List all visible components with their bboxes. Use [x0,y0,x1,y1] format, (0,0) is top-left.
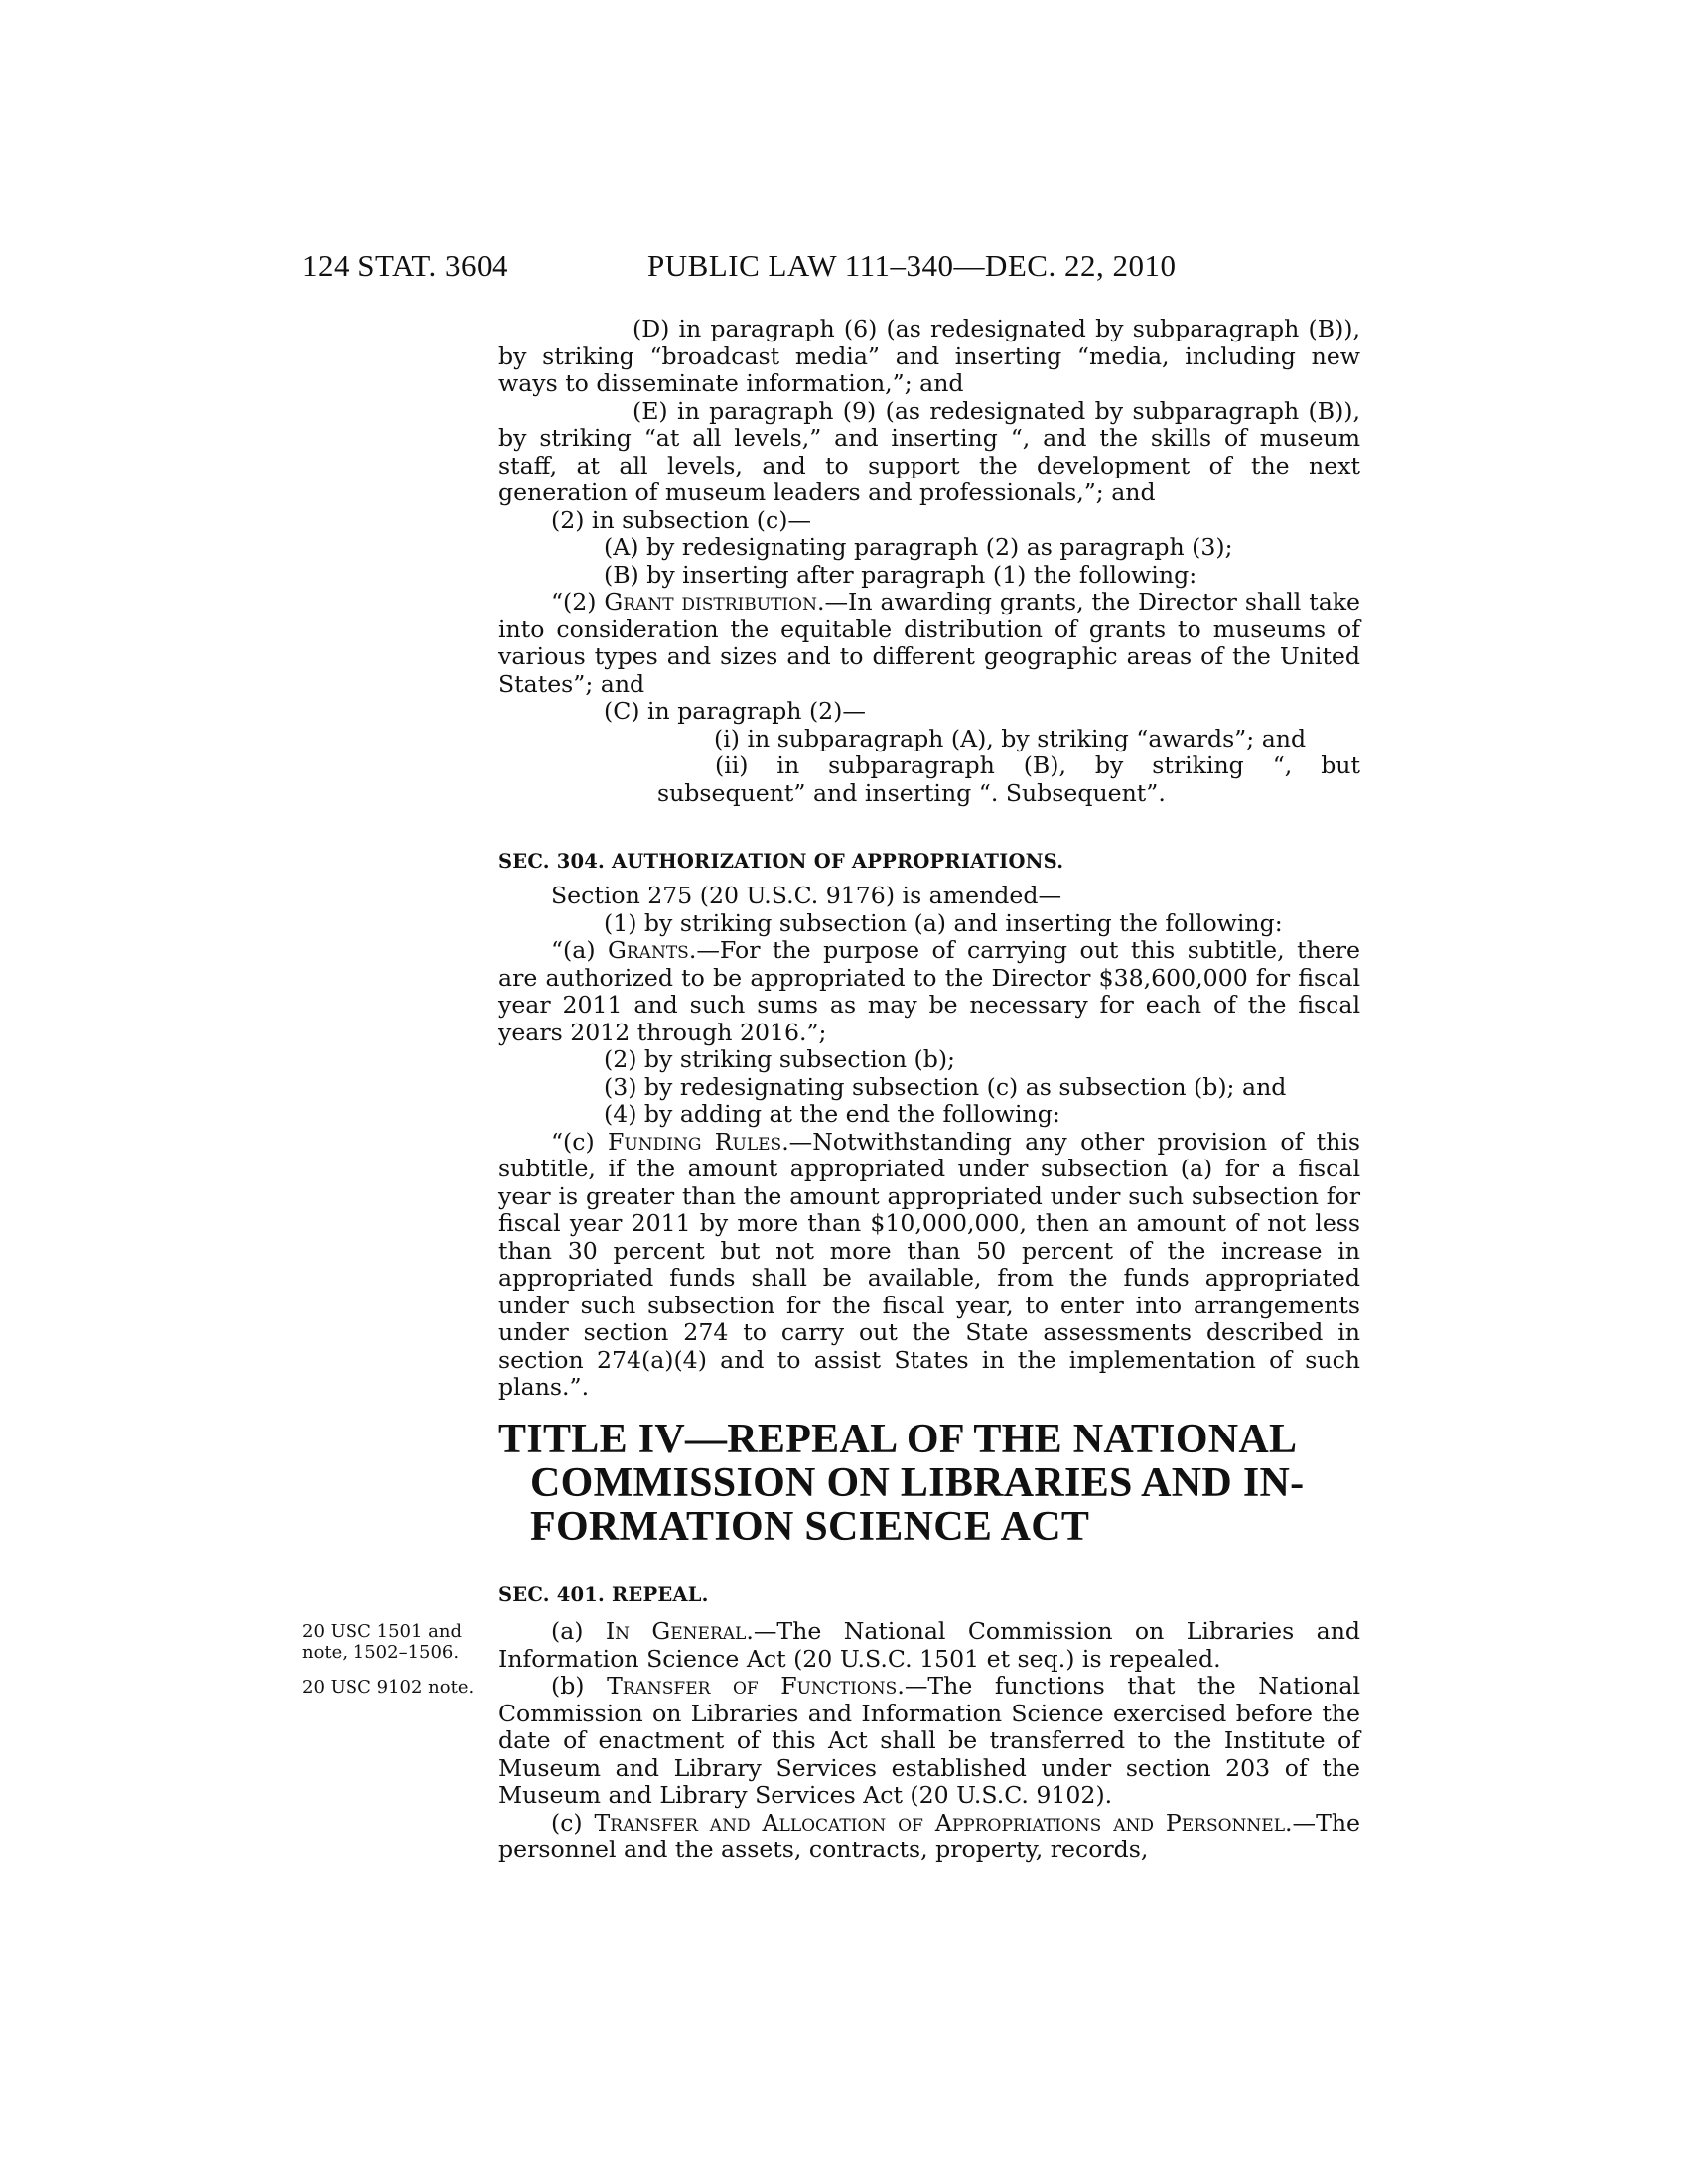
section-304 [498,850,1360,873]
subsection-c: (c) Transfer and Allocation of Appropriations and Personnel.—The personnel and the assets, contracts, property, records, [498,1808,1361,1863]
margin-note-1: 20 USC 1501 and note, 1502–1506. [302,1621,462,1663]
subsection-b: (b) Transfer of Functions.—The functions that the National Commission on Libraries and Information Science exercised before the date of enactment of this Act shall be transferred to the Institute of Museum and Library Services established under section 203 of the Museum and Library Services Act (20 U.S.C. 9102). [498,1672,1360,1809]
subsection-a-heading: In General [605,1617,747,1645]
paragraph-e: (E) in paragraph (9) (as redesignated by subparagraph (B)), by striking “at all levels,” and inserting “, and the skills of museum staff, at all levels, and to support the development of the next generation of museum leaders and professionals,”; and [498,396,1360,506]
title-line-3: FORMATION SCIENCE ACT [530,1504,1090,1550]
title-line-2: COMMISSION ON LIBRARIES AND IN- [530,1460,1305,1506]
item-c: (C) in paragraph (2)— [604,697,866,725]
grants-heading: Grants [608,936,689,964]
subsection-c-heading: Transfer and Allocation of Appropriations and Personnel [594,1808,1286,1837]
item-b: (B) by inserting after paragraph (1) the following: [604,560,1197,589]
funding-rules-paragraph: “(c) Funding Rules.—Notwithstanding any other provision of this subtitle, if the amount appropriated under subsection (a) for a fiscal year is greater than the amount appropriated under such subsection for fiscal year 2011 by more than $10,000,000, then an amount of not less than 30 percent but not more than 50 percent of the increase in appropriated funds shall be available, from the funds appropriated under such subsection for the fiscal year, to enter into arrangements under section 274 to carry out the State assessments described in section 274(a)(4) and to assist States in the implementation of such plans.”. [498,1127,1361,1401]
section-304-intro: Section 275 (20 U.S.C. 9176) is amended— [551,882,1062,909]
subsection-a: (a) In General.—The National Commission on Libraries and Information Science Act (20 U.S.C. 1501 et seq.) is repealed. [498,1617,1360,1673]
grant-distribution-paragraph: “(2) Grant distribution.—In awarding grants, the Director shall take into consideration the equitable distribution of grants to museums of various types and sizes and to different geographic areas of the United States”; and [498,588,1361,698]
subsection-b-heading: Transfer of Functions [607,1672,898,1700]
section-304-heading: SEC. 304. AUTHORIZATION OF APPROPRIATIONS. [498,850,1064,873]
subsection-c-item: (2) in subsection (c)— [551,505,811,534]
section-304-item-3: (3) by redesignating subsection (c) as subsection (b); and [604,1072,1287,1101]
funding-rules-heading: Funding Rules [608,1127,782,1156]
page-reference: 124 STAT. 3604 [302,248,509,283]
item-ii: (ii) in subparagraph (B), by striking “, but subsequent” and inserting “. Subsequent”. [657,751,1360,807]
amendment-block-1 [498,316,1360,807]
section-304-item-2: (2) by striking subsection (b); [604,1045,955,1073]
section-401-body [498,1618,1360,1864]
item-a: (A) by redesignating paragraph (2) as paragraph (3); [604,533,1233,561]
paragraph-d: (D) in paragraph (6) (as redesignated by subparagraph (B)), by striking “broadcast media” and inserting “media, including new ways to disseminate information,”; and [498,315,1360,397]
grants-paragraph: “(a) Grants.—For the purpose of carrying out this subtitle, there are authorized to be appropriated to the Director $38,600,000 for fiscal year 2011 and such sums as may be necessary for each of the fiscal years 2012 through 2016.”; [498,936,1360,1046]
margin-note-2: 20 USC 9102 note. [302,1677,475,1698]
grant-distribution-heading: Grant distribution [604,588,817,615]
section-401 [498,1583,1360,1606]
running-header: PUBLIC LAW 111–340—DEC. 22, 2010 [647,248,1177,283]
section-304-item-4: (4) by adding at the end the following: [604,1100,1060,1128]
section-304-item-1: (1) by striking subsection (a) and inserting the following: [604,908,1283,937]
title-line-1: TITLE IV—REPEAL OF THE NATIONAL [498,1417,1298,1462]
item-i: (i) in subparagraph (A), by striking “awards”; and [714,724,1307,752]
title-iv-heading [498,1418,1360,1549]
section-401-heading: SEC. 401. REPEAL. [498,1583,709,1606]
section-304-body [498,883,1360,1402]
